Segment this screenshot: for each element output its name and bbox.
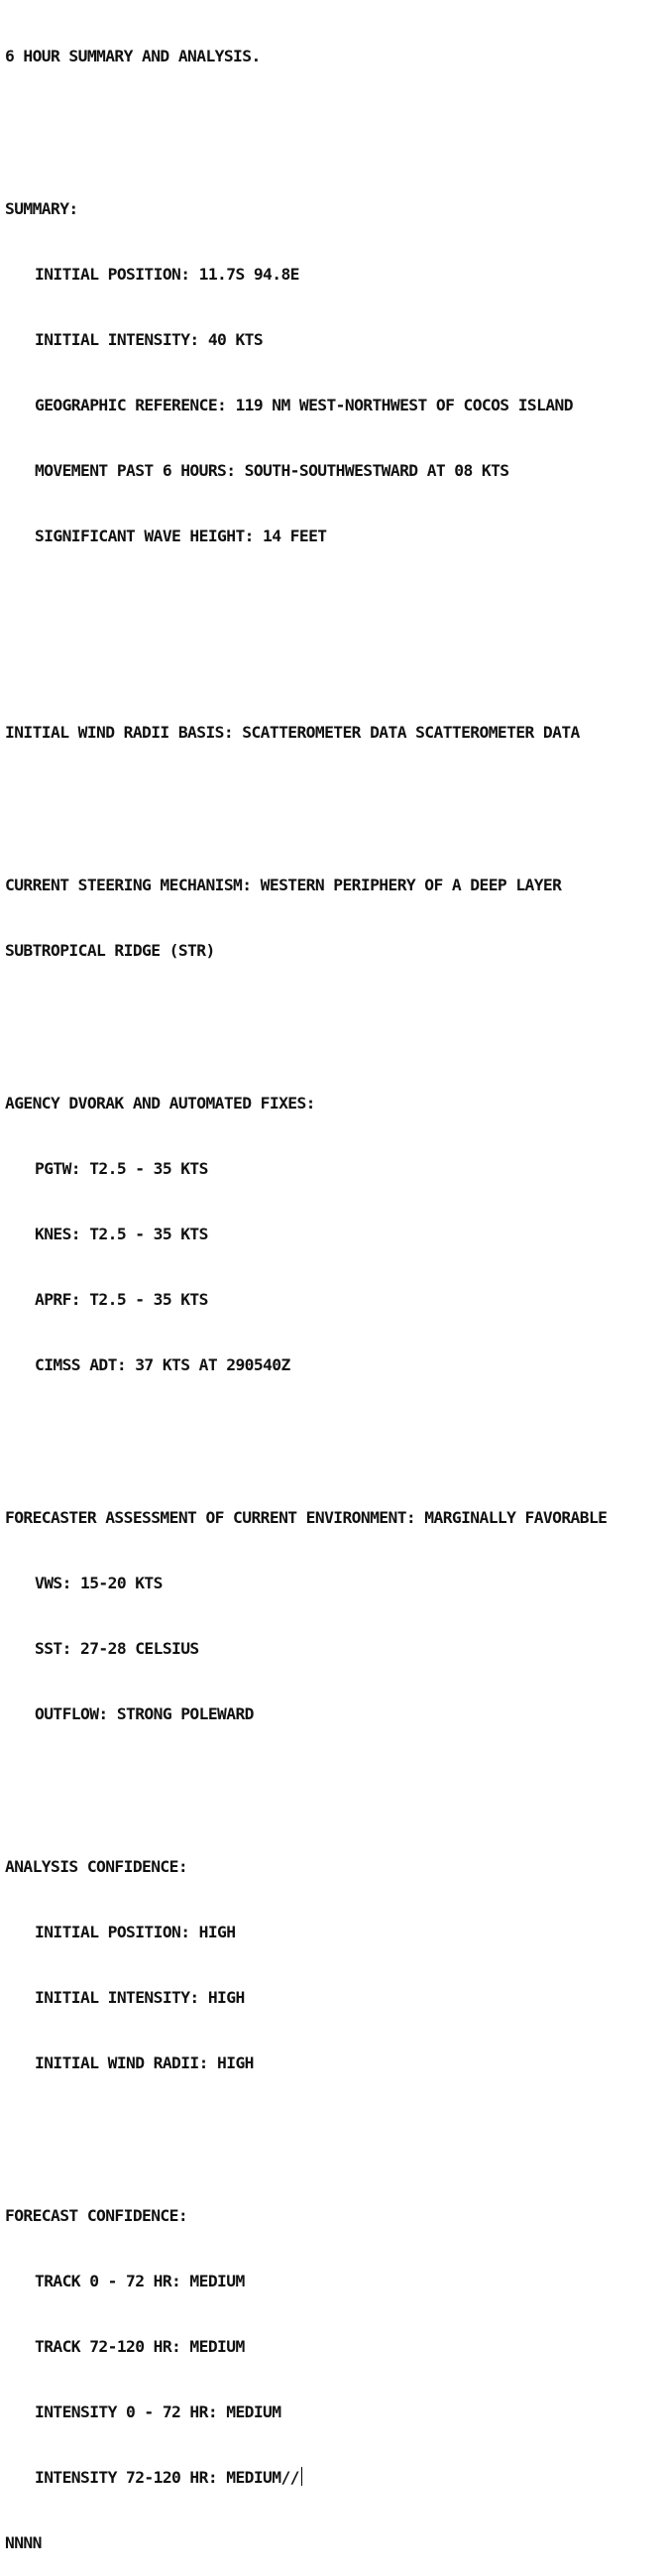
summary-movement: MOVEMENT PAST 6 HOURS: SOUTH-SOUTHWESTWARD AT 08 KTS — [35, 461, 509, 480]
summary-title: SUMMARY: — [5, 199, 78, 218]
spacer — [5, 111, 607, 133]
fix-aprf: APRF: T2.5 - 35 KTS — [35, 1290, 208, 1309]
steering-mechanism-line-1: CURRENT STEERING MECHANISM: WESTERN PERIPHERY OF A DEEP LAYER — [5, 876, 562, 894]
summary-initial-position: INITIAL POSITION: 11.7S 94.8E — [35, 265, 299, 284]
forecast-intensity-72-120: INTENSITY 72-120 HR: MEDIUM// — [35, 2468, 299, 2487]
environment-outflow: OUTFLOW: STRONG POLEWARD — [35, 1704, 254, 1723]
analysis-confidence-intensity: INITIAL INTENSITY: HIGH — [35, 1988, 245, 2007]
forecast-confidence-title: FORECAST CONFIDENCE: — [5, 2206, 188, 2225]
analysis-confidence-title: ANALYSIS CONFIDENCE: — [5, 1857, 188, 1876]
environment-sst: SST: 27-28 CELSIUS — [35, 1639, 199, 1658]
analysis-confidence-position: INITIAL POSITION: HIGH — [35, 1923, 236, 1941]
analysis-confidence-wind-radii: INITIAL WIND RADII: HIGH — [35, 2053, 254, 2072]
summary-geographic-reference: GEOGRAPHIC REFERENCE: 119 NM WEST-NORTHWEST OF COCOS ISLAND — [35, 396, 573, 414]
spacer — [5, 1769, 607, 1791]
forecast-intensity-0-72: INTENSITY 0 - 72 HR: MEDIUM — [35, 2402, 281, 2421]
summary-wave-height: SIGNIFICANT WAVE HEIGHT: 14 FEET — [35, 527, 327, 545]
environment-title: FORECASTER ASSESSMENT OF CURRENT ENVIRONMENT: MARGINALLY FAVORABLE — [5, 1508, 608, 1527]
end-marker: NNNN — [5, 2533, 42, 2552]
environment-vws: VWS: 15-20 KTS — [35, 1574, 163, 1592]
forecast-track-72-120: TRACK 72-120 HR: MEDIUM — [35, 2337, 245, 2356]
spacer — [5, 591, 607, 656]
spacer — [5, 787, 607, 809]
fix-knes: KNES: T2.5 - 35 KTS — [35, 1225, 208, 1243]
forecast-intensity-72-120-row — [5, 2467, 607, 2489]
bulletin-text — [5, 2, 607, 2576]
document-heading: 6 HOUR SUMMARY AND ANALYSIS. — [5, 47, 261, 65]
spacer — [5, 2118, 607, 2140]
text-cursor — [301, 2467, 302, 2486]
forecast-track-0-72: TRACK 0 - 72 HR: MEDIUM — [35, 2272, 245, 2290]
steering-mechanism-line-2: SUBTROPICAL RIDGE (STR) — [5, 941, 215, 960]
summary-initial-intensity: INITIAL INTENSITY: 40 KTS — [35, 330, 264, 349]
wind-radii-basis: INITIAL WIND RADII BASIS: SCATTEROMETER DATA SCATTEROMETER DATA — [5, 723, 580, 742]
fix-cimss-adt: CIMSS ADT: 37 KTS AT 290540Z — [35, 1355, 290, 1374]
fixes-title: AGENCY DVORAK AND AUTOMATED FIXES: — [5, 1094, 315, 1112]
fix-pgtw: PGTW: T2.5 - 35 KTS — [35, 1159, 208, 1178]
spacer — [5, 1005, 607, 1027]
spacer — [5, 1420, 607, 1442]
